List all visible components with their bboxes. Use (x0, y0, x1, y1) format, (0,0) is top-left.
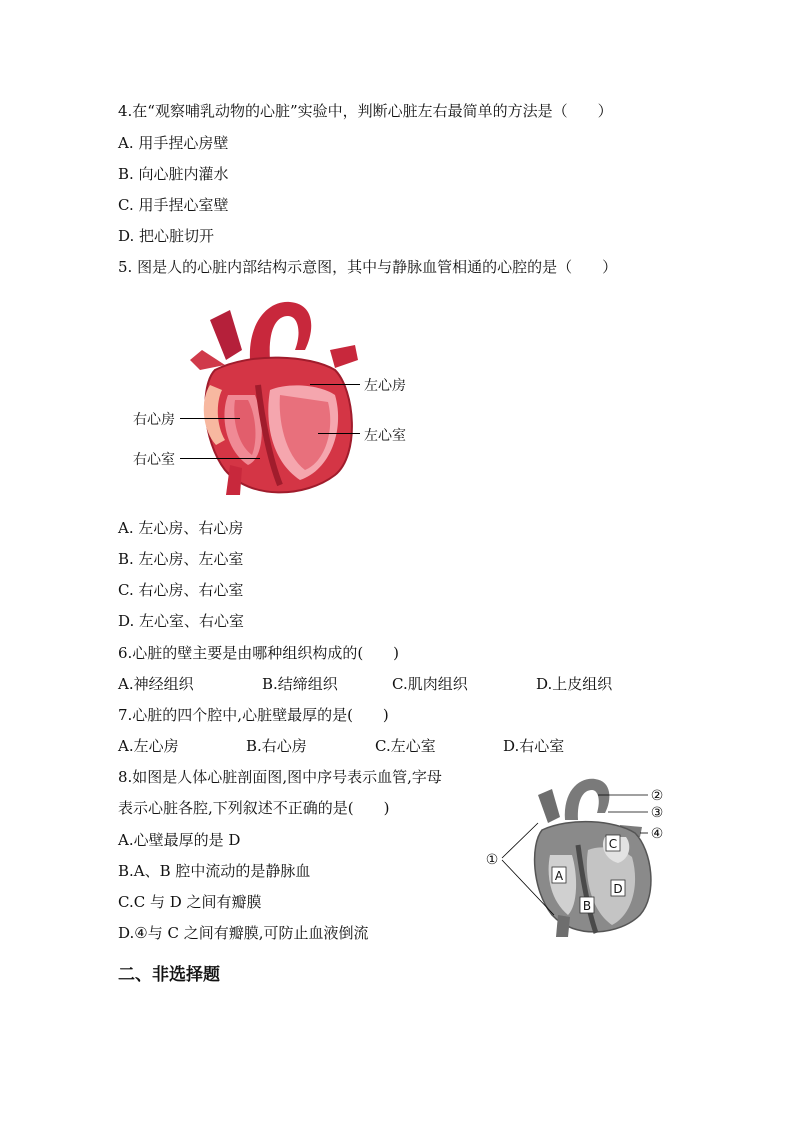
q5-option-c: C. 右心房、右心室 (118, 581, 244, 599)
q4-stem: 4.在“观察哺乳动物的心脏”实验中，判断心脏左右最简单的方法是（ ） (118, 102, 613, 120)
q4-option-b: B. 向心脏内灌水 (118, 165, 229, 183)
label-right-ventricle: 右心室 (133, 452, 175, 468)
heart-diagram-gray (480, 775, 680, 945)
heart-section-illustration (480, 775, 680, 945)
q8-option-c: C.C 与 D 之间有瓣膜 (118, 893, 262, 911)
section-title: 二、非选择题 (118, 965, 220, 985)
q5-option-d: D. 左心室、右心室 (118, 612, 245, 630)
vessel-label-1: ① (485, 852, 499, 868)
q6-option-b: B.结缔组织 (262, 675, 338, 693)
label-left-atrium: 左心房 (364, 378, 406, 394)
q6-option-d: D.上皮组织 (536, 675, 613, 693)
q6-stem: 6.心脏的壁主要是由哪种组织构成的( ) (118, 644, 400, 662)
leader-line-left-atrium (310, 384, 360, 385)
q4-option-d: D. 把心脏切开 (118, 227, 215, 245)
heart-diagram-color (130, 290, 430, 505)
label-left-ventricle: 左心室 (364, 428, 406, 444)
heart-illustration (130, 290, 430, 505)
q6-option-a: A.神经组织 (118, 675, 194, 693)
q8-option-a: A.心壁最厚的是 D (118, 831, 241, 849)
chamber-label-d: D (613, 882, 623, 896)
q8-stem-line2: 表示心脏各腔,下列叙述不正确的是( ) (118, 799, 390, 817)
q7-option-b: B.右心房 (246, 737, 307, 755)
q7-option-c: C.左心室 (375, 737, 436, 755)
q4-option-a: A. 用手捏心房壁 (118, 134, 229, 152)
q7-option-a: A.左心房 (118, 737, 179, 755)
vessel-label-2: ② (650, 788, 664, 804)
vessel-label-3: ③ (650, 805, 664, 821)
q5-stem: 5. 图是人的心脏内部结构示意图，其中与静脉血管相通的心腔的是（ ） (118, 258, 618, 276)
leader-line-left-ventricle (318, 433, 360, 434)
q8-option-d: D.④与 C 之间有瓣膜,可防止血液倒流 (118, 924, 369, 942)
q7-option-d: D.右心室 (503, 737, 565, 755)
chamber-label-c: C (608, 837, 618, 851)
leader-line-right-atrium (180, 418, 240, 419)
q8-stem-line1: 8.如图是人体心脏剖面图,图中序号表示血管,字母 (118, 768, 442, 786)
q4-option-c: C. 用手捏心室壁 (118, 196, 229, 214)
leader-line-right-ventricle (180, 458, 260, 459)
q8-option-b: B.A、B 腔中流动的是静脉血 (118, 862, 311, 880)
q5-option-b: B. 左心房、左心室 (118, 550, 244, 568)
chamber-label-a: A (554, 869, 564, 883)
q6-option-c: C.肌肉组织 (392, 675, 468, 693)
label-right-atrium: 右心房 (133, 412, 175, 428)
q5-option-a: A. 左心房、右心房 (118, 519, 244, 537)
q7-stem: 7.心脏的四个腔中,心脏壁最厚的是( ) (118, 706, 389, 724)
vessel-label-4: ④ (650, 826, 664, 842)
chamber-label-b: B (582, 899, 592, 913)
